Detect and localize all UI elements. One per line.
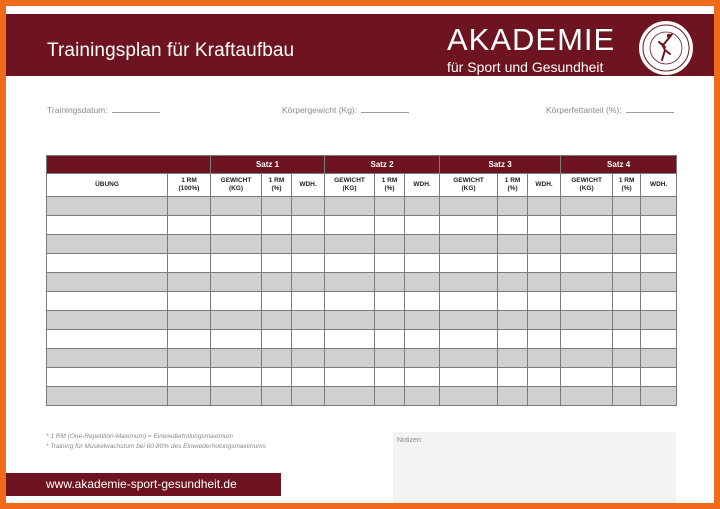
- entry-cell[interactable]: [498, 387, 528, 406]
- entry-cell[interactable]: [641, 387, 677, 406]
- entry-cell[interactable]: [528, 254, 561, 273]
- entry-cell[interactable]: [405, 292, 440, 311]
- entry-cell[interactable]: [168, 349, 211, 368]
- set-1-header: Satz 1: [211, 156, 325, 174]
- entry-cell[interactable]: [561, 311, 613, 330]
- exercise-cell[interactable]: [47, 311, 168, 330]
- entry-cell[interactable]: [211, 349, 262, 368]
- entry-cell[interactable]: [561, 330, 613, 349]
- date-field[interactable]: [47, 104, 160, 115]
- exercise-cell[interactable]: [47, 273, 168, 292]
- set-4-header: Satz 4: [561, 156, 677, 174]
- entry-cell[interactable]: [292, 197, 325, 216]
- footer-url[interactable]: www.akademie-sport-gesundheit.de: [46, 477, 237, 491]
- entry-cell[interactable]: [211, 311, 262, 330]
- header-bar: [6, 14, 714, 76]
- entry-cell[interactable]: [375, 235, 405, 254]
- table-row: [47, 330, 677, 349]
- entry-cell[interactable]: [262, 292, 292, 311]
- entry-cell[interactable]: [405, 235, 440, 254]
- entry-cell[interactable]: [262, 216, 292, 235]
- exercise-cell[interactable]: [47, 349, 168, 368]
- entry-cell[interactable]: [440, 235, 498, 254]
- entry-cell[interactable]: [325, 387, 375, 406]
- entry-cell[interactable]: [211, 197, 262, 216]
- entry-cell[interactable]: [375, 273, 405, 292]
- entry-cell[interactable]: [613, 197, 641, 216]
- entry-cell[interactable]: [292, 216, 325, 235]
- table-row: [47, 387, 677, 406]
- entry-cell[interactable]: [168, 235, 211, 254]
- col-pct: 1 RM (%): [375, 174, 405, 197]
- entry-cell[interactable]: [641, 311, 677, 330]
- entry-cell[interactable]: [613, 330, 641, 349]
- entry-cell[interactable]: [641, 197, 677, 216]
- entry-cell[interactable]: [325, 254, 375, 273]
- table-row: [47, 292, 677, 311]
- col-reps: WDH.: [528, 174, 561, 197]
- entry-cell[interactable]: [325, 368, 375, 387]
- notes-label: Notizen:: [397, 437, 423, 444]
- entry-cell[interactable]: [528, 330, 561, 349]
- entry-cell[interactable]: [561, 368, 613, 387]
- entry-cell[interactable]: [440, 387, 498, 406]
- info-fields: [6, 104, 714, 118]
- footer-bar: [6, 473, 281, 496]
- entry-cell[interactable]: [641, 368, 677, 387]
- table-row: [47, 235, 677, 254]
- entry-cell[interactable]: [405, 254, 440, 273]
- entry-cell[interactable]: [211, 330, 262, 349]
- entry-cell[interactable]: [325, 349, 375, 368]
- col-weight: GEWICHT (KG): [440, 174, 498, 197]
- entry-cell[interactable]: [528, 292, 561, 311]
- entry-cell[interactable]: [292, 311, 325, 330]
- entry-cell[interactable]: [262, 349, 292, 368]
- entry-cell[interactable]: [528, 311, 561, 330]
- entry-cell[interactable]: [325, 216, 375, 235]
- set-header-row: [47, 156, 677, 174]
- date-field-label: Trainingsdatum:: [47, 105, 108, 115]
- entry-cell[interactable]: [498, 197, 528, 216]
- entry-cell[interactable]: [613, 216, 641, 235]
- table-row: [47, 368, 677, 387]
- entry-cell[interactable]: [325, 330, 375, 349]
- entry-cell[interactable]: [498, 273, 528, 292]
- entry-cell[interactable]: [561, 273, 613, 292]
- footnotes: [46, 432, 266, 452]
- entry-cell[interactable]: [613, 349, 641, 368]
- entry-cell[interactable]: [498, 368, 528, 387]
- entry-cell[interactable]: [375, 349, 405, 368]
- entry-cell[interactable]: [262, 311, 292, 330]
- entry-cell[interactable]: [528, 235, 561, 254]
- col-weight: GEWICHT (KG): [561, 174, 613, 197]
- entry-cell[interactable]: [641, 330, 677, 349]
- entry-cell[interactable]: [498, 292, 528, 311]
- entry-cell[interactable]: [168, 292, 211, 311]
- entry-cell[interactable]: [292, 292, 325, 311]
- entry-cell[interactable]: [440, 254, 498, 273]
- exercise-cell[interactable]: [47, 368, 168, 387]
- entry-cell[interactable]: [641, 216, 677, 235]
- col-exercise: ÜBUNG: [47, 174, 168, 197]
- entry-cell[interactable]: [325, 235, 375, 254]
- entry-cell[interactable]: [211, 368, 262, 387]
- entry-cell[interactable]: [641, 292, 677, 311]
- entry-cell[interactable]: [262, 254, 292, 273]
- entry-cell[interactable]: [211, 387, 262, 406]
- col-reps: WDH.: [292, 174, 325, 197]
- entry-cell[interactable]: [498, 235, 528, 254]
- entry-cell[interactable]: [211, 235, 262, 254]
- entry-cell[interactable]: [561, 387, 613, 406]
- entry-cell[interactable]: [168, 216, 211, 235]
- table-row: [47, 273, 677, 292]
- entry-cell[interactable]: [641, 235, 677, 254]
- footnote-1rm: * 1 RM (One-Repetition-Maximum) = Einwiederholungsmaximum: [46, 433, 233, 440]
- entry-cell[interactable]: [405, 349, 440, 368]
- entry-cell[interactable]: [440, 216, 498, 235]
- training-table: [46, 155, 677, 406]
- entry-cell[interactable]: [528, 216, 561, 235]
- entry-cell[interactable]: [528, 368, 561, 387]
- footnote-training: * Training für Muskelwachstum bei 60-80% des Einwiederholungsmaximums: [46, 443, 266, 450]
- page-title: Trainingsplan für Kraftaufbau: [47, 40, 295, 61]
- entry-cell[interactable]: [498, 216, 528, 235]
- training-table-body: [47, 197, 677, 406]
- entry-cell[interactable]: [613, 235, 641, 254]
- entry-cell[interactable]: [405, 216, 440, 235]
- entry-cell[interactable]: [211, 216, 262, 235]
- entry-cell[interactable]: [168, 311, 211, 330]
- entry-cell[interactable]: [641, 349, 677, 368]
- entry-cell[interactable]: [561, 216, 613, 235]
- entry-cell[interactable]: [375, 387, 405, 406]
- table-row: [47, 349, 677, 368]
- entry-cell[interactable]: [375, 330, 405, 349]
- entry-cell[interactable]: [262, 330, 292, 349]
- entry-cell[interactable]: [168, 254, 211, 273]
- notes-box[interactable]: [393, 432, 676, 503]
- entry-cell[interactable]: [440, 330, 498, 349]
- entry-cell[interactable]: [498, 254, 528, 273]
- set-header-blank: [47, 156, 211, 174]
- entry-cell[interactable]: [211, 273, 262, 292]
- entry-cell[interactable]: [561, 254, 613, 273]
- entry-cell[interactable]: [641, 254, 677, 273]
- entry-cell[interactable]: [405, 387, 440, 406]
- col-1rm: 1 RM (100%): [168, 174, 211, 197]
- column-header-row: [47, 174, 677, 197]
- col-pct: 1 RM (%): [262, 174, 292, 197]
- entry-cell[interactable]: [168, 368, 211, 387]
- training-plan-sheet: [6, 6, 714, 503]
- entry-cell[interactable]: [375, 292, 405, 311]
- entry-cell[interactable]: [613, 292, 641, 311]
- entry-cell[interactable]: [262, 273, 292, 292]
- exercise-cell[interactable]: [47, 330, 168, 349]
- entry-cell[interactable]: [168, 330, 211, 349]
- table-row: [47, 311, 677, 330]
- entry-cell[interactable]: [292, 349, 325, 368]
- bodyfat-field-label: Körperfettanteil (%):: [546, 105, 622, 115]
- col-weight: GEWICHT (KG): [325, 174, 375, 197]
- weight-field-label: Körpergewicht (Kg):: [282, 105, 358, 115]
- entry-cell[interactable]: [405, 368, 440, 387]
- akademie-seal-logo-icon: [638, 20, 694, 76]
- entry-cell[interactable]: [561, 292, 613, 311]
- col-pct: 1 RM (%): [498, 174, 528, 197]
- table-row: [47, 254, 677, 273]
- col-pct: 1 RM (%): [613, 174, 641, 197]
- entry-cell[interactable]: [498, 349, 528, 368]
- entry-cell[interactable]: [528, 273, 561, 292]
- entry-cell[interactable]: [262, 387, 292, 406]
- col-reps: WDH.: [641, 174, 677, 197]
- entry-cell[interactable]: [168, 197, 211, 216]
- entry-cell[interactable]: [440, 273, 498, 292]
- entry-cell[interactable]: [498, 330, 528, 349]
- entry-cell[interactable]: [440, 311, 498, 330]
- col-reps: WDH.: [405, 174, 440, 197]
- entry-cell[interactable]: [292, 254, 325, 273]
- entry-cell[interactable]: [262, 368, 292, 387]
- entry-cell[interactable]: [375, 368, 405, 387]
- entry-cell[interactable]: [561, 349, 613, 368]
- entry-cell[interactable]: [168, 387, 211, 406]
- entry-cell[interactable]: [325, 311, 375, 330]
- entry-cell[interactable]: [561, 197, 613, 216]
- entry-cell[interactable]: [613, 311, 641, 330]
- entry-cell[interactable]: [211, 254, 262, 273]
- entry-cell[interactable]: [528, 349, 561, 368]
- entry-cell[interactable]: [498, 311, 528, 330]
- exercise-cell[interactable]: [47, 216, 168, 235]
- entry-cell[interactable]: [528, 197, 561, 216]
- entry-cell[interactable]: [262, 235, 292, 254]
- entry-cell[interactable]: [613, 254, 641, 273]
- entry-cell[interactable]: [440, 368, 498, 387]
- entry-cell[interactable]: [613, 273, 641, 292]
- set-2-header: Satz 2: [325, 156, 440, 174]
- entry-cell[interactable]: [375, 311, 405, 330]
- entry-cell[interactable]: [325, 273, 375, 292]
- entry-cell[interactable]: [262, 197, 292, 216]
- entry-cell[interactable]: [613, 387, 641, 406]
- brand-subtitle: für Sport und Gesundheit: [447, 59, 604, 75]
- exercise-cell[interactable]: [47, 235, 168, 254]
- entry-cell[interactable]: [405, 330, 440, 349]
- entry-cell[interactable]: [292, 387, 325, 406]
- entry-cell[interactable]: [375, 254, 405, 273]
- weight-field[interactable]: [282, 104, 409, 115]
- bodyfat-field[interactable]: [546, 104, 674, 115]
- col-weight: GEWICHT (KG): [211, 174, 262, 197]
- set-3-header: Satz 3: [440, 156, 561, 174]
- entry-cell[interactable]: [440, 292, 498, 311]
- table-row: [47, 197, 677, 216]
- entry-cell[interactable]: [168, 273, 211, 292]
- entry-cell[interactable]: [641, 273, 677, 292]
- entry-cell[interactable]: [325, 292, 375, 311]
- table-row: [47, 216, 677, 235]
- exercise-cell[interactable]: [47, 197, 168, 216]
- entry-cell[interactable]: [292, 330, 325, 349]
- entry-cell[interactable]: [440, 349, 498, 368]
- entry-cell[interactable]: [375, 216, 405, 235]
- entry-cell[interactable]: [405, 197, 440, 216]
- entry-cell[interactable]: [325, 197, 375, 216]
- entry-cell[interactable]: [613, 368, 641, 387]
- entry-cell[interactable]: [528, 387, 561, 406]
- exercise-cell[interactable]: [47, 387, 168, 406]
- entry-cell[interactable]: [292, 368, 325, 387]
- exercise-cell[interactable]: [47, 292, 168, 311]
- entry-cell[interactable]: [292, 235, 325, 254]
- entry-cell[interactable]: [440, 197, 498, 216]
- entry-cell[interactable]: [375, 197, 405, 216]
- exercise-cell[interactable]: [47, 254, 168, 273]
- entry-cell[interactable]: [561, 235, 613, 254]
- entry-cell[interactable]: [405, 273, 440, 292]
- brand-name: AKADEMIE: [447, 22, 616, 57]
- entry-cell[interactable]: [405, 311, 440, 330]
- entry-cell[interactable]: [211, 292, 262, 311]
- entry-cell[interactable]: [292, 273, 325, 292]
